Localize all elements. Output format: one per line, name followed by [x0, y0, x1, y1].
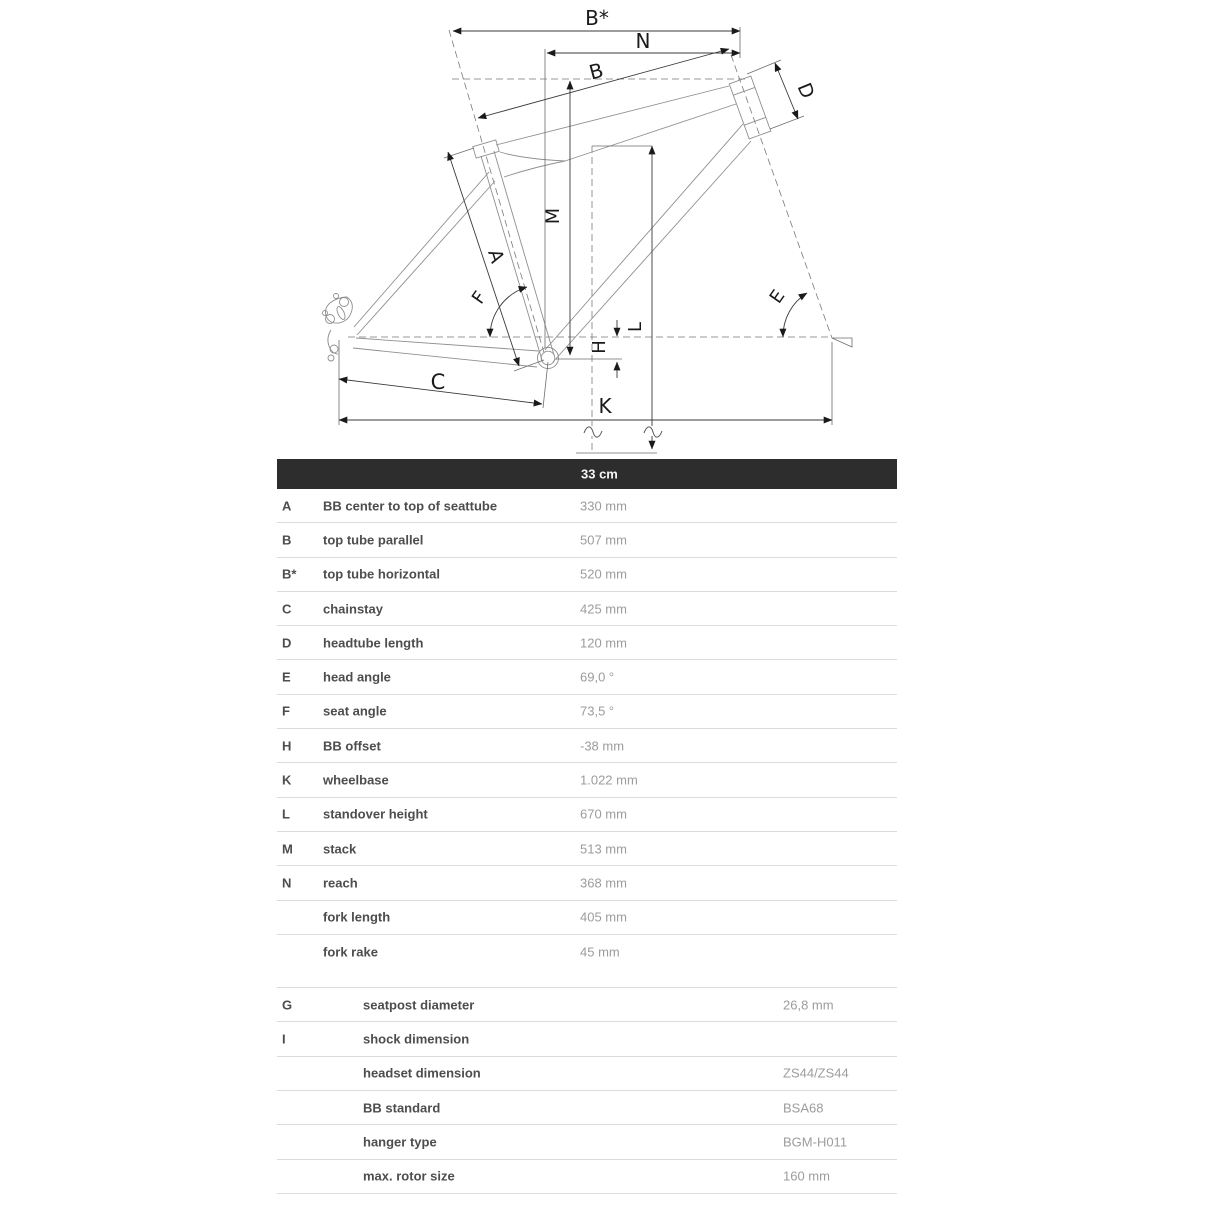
dimension-lines	[339, 31, 832, 449]
dim-value: 45 mm	[580, 944, 620, 959]
dim-label: shock dimension	[363, 1031, 470, 1047]
rear-dropout-detail	[323, 294, 353, 362]
label-stack: M	[542, 207, 564, 225]
label-seat-angle: F	[467, 287, 492, 309]
table-row	[277, 866, 897, 900]
dim-value: 368 mm	[580, 875, 627, 891]
dim-value: -38 mm	[580, 738, 625, 754]
dim-value: 69,0 °	[580, 669, 615, 685]
dim-label: max. rotor size	[363, 1168, 455, 1184]
dim-letter: D	[282, 635, 292, 651]
table-row	[277, 729, 897, 763]
dim-letter: G	[282, 997, 293, 1013]
size-column-header	[277, 459, 897, 489]
table-row	[277, 592, 897, 626]
front-axle-marker	[832, 338, 852, 347]
table-row	[277, 695, 897, 729]
table-row	[277, 1125, 897, 1159]
table-row	[277, 988, 897, 1022]
dim-label: hanger type	[363, 1134, 437, 1150]
dim-label: seat angle	[323, 703, 387, 719]
dim-letter: H	[282, 738, 292, 754]
dim-letter: E	[282, 669, 291, 685]
table-row	[277, 1160, 897, 1194]
dim-value: 26,8 mm	[783, 997, 834, 1013]
dim-label: head angle	[323, 669, 391, 685]
frame-geometry-diagram	[0, 0, 1206, 459]
table-row	[277, 901, 897, 935]
frame-geometry-drawing	[0, 0, 1206, 459]
dim-label: BB offset	[323, 738, 381, 754]
dim-label: seatpost diameter	[363, 997, 475, 1013]
table-row	[277, 1022, 897, 1056]
table-row	[277, 489, 897, 523]
geometry-table	[277, 459, 897, 968]
dim-value: 425 mm	[580, 601, 627, 617]
break-marks	[584, 426, 662, 437]
dim-value: 405 mm	[580, 909, 627, 925]
dim-letter: K	[282, 772, 292, 788]
dim-label: stack	[323, 841, 357, 857]
dim-letter: F	[282, 703, 290, 719]
extension-lines	[339, 27, 852, 453]
dim-value: 520 mm	[580, 566, 627, 582]
table-row	[277, 832, 897, 866]
dim-value: ZS44/ZS44	[783, 1065, 849, 1081]
table-row	[277, 763, 897, 797]
label-chainstay: C	[430, 370, 446, 394]
dim-label: top tube horizontal	[323, 566, 440, 582]
label-seattube-length: A	[483, 246, 509, 266]
label-headtube-length: D	[792, 79, 819, 102]
dim-label: chainstay	[323, 601, 383, 617]
label-wheelbase: K	[598, 394, 612, 418]
label-standover-height: L	[625, 321, 646, 333]
dim-label: standover height	[323, 806, 428, 822]
dim-label: BB center to top of seattube	[323, 498, 498, 514]
dim-value: 73,5 °	[580, 703, 615, 719]
dim-value: 160 mm	[783, 1168, 830, 1184]
table-row	[277, 798, 897, 832]
dim-label: headset dimension	[363, 1065, 481, 1081]
dim-value: 513 mm	[580, 841, 627, 857]
spec-table	[277, 987, 897, 1194]
dim-letter: M	[282, 841, 293, 857]
dim-letter: C	[282, 601, 292, 617]
table-row	[277, 1057, 897, 1091]
dim-value: 1.022 mm	[580, 772, 638, 788]
label-reach: N	[635, 29, 651, 53]
dim-letter: L	[282, 806, 290, 822]
dim-value: BSA68	[783, 1100, 824, 1116]
dim-value: 507 mm	[580, 532, 627, 548]
dim-label: BB standard	[363, 1100, 441, 1116]
table-row	[277, 558, 897, 592]
label-top-tube-parallel: B	[586, 57, 606, 85]
dim-label: reach	[323, 875, 358, 891]
dim-value: BGM-H011	[783, 1134, 848, 1150]
dim-letter: I	[282, 1031, 286, 1047]
dim-value: 120 mm	[580, 635, 627, 651]
table-row	[277, 626, 897, 660]
dim-letter: B	[282, 532, 292, 548]
dim-label: headtube length	[323, 635, 424, 651]
dim-label: fork rake	[323, 944, 378, 959]
dim-letter: A	[282, 498, 292, 514]
dim-letter: B*	[282, 566, 297, 582]
table-row	[277, 935, 897, 968]
size-header-label: 33 cm	[581, 466, 618, 482]
dim-label: wheelbase	[323, 772, 389, 788]
dim-letter: N	[282, 875, 292, 891]
label-head-angle: E	[765, 286, 790, 308]
dim-value: 670 mm	[580, 806, 627, 822]
label-top-tube-horizontal: B*	[585, 6, 609, 30]
dim-value: 330 mm	[580, 498, 627, 514]
table-row	[277, 660, 897, 694]
table-row	[277, 523, 897, 557]
label-bb-offset: H	[589, 340, 610, 354]
dim-label: top tube parallel	[323, 532, 424, 548]
table-row	[277, 1091, 897, 1125]
dim-label: fork length	[323, 909, 391, 925]
